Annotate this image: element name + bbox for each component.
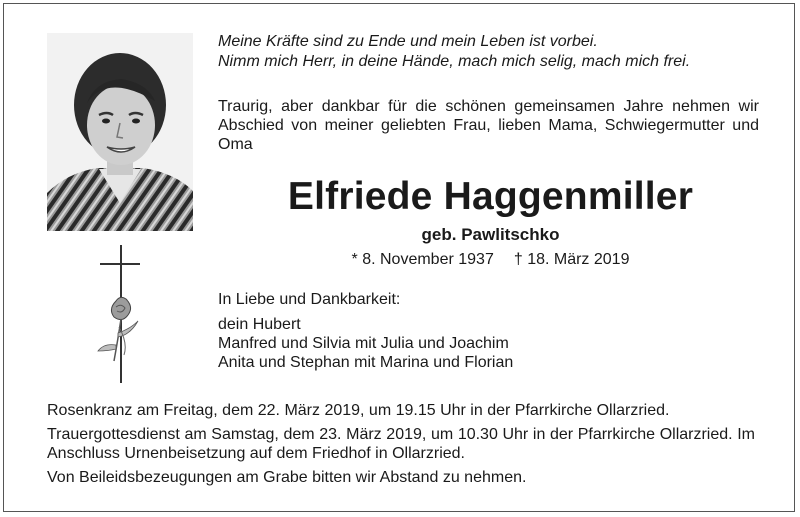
mourners-section: [218, 290, 763, 372]
verse-line-2: Nimm mich Herr, in deine Hände, mach mich selig, mach mich frei.: [218, 53, 691, 70]
birth-date: * 8. November 1937: [351, 251, 494, 268]
intro-text: Traurig, aber dankbar für die schönen gemeinsamen Jahre nehmen wir Abschied von meiner geliebten Frau, lieben Mama, Schwiegermutter und Oma: [218, 98, 759, 153]
maiden-name: geb. Pawlitschko: [421, 225, 560, 244]
mourner-line: dein Hubert: [218, 316, 301, 333]
funeral-notice: Trauergottesdienst am Samstag, dem 23. März 2019, um 10.30 Uhr in der Pfarrkirche Ollarzried. Im Anschluss Urnenbeisetzung auf dem Friedhof in Ollarzried.: [47, 426, 755, 462]
mourner-line: Anita und Stephan mit Marina und Florian: [218, 354, 514, 371]
mourners-heading: In Liebe und Dankbarkeit:: [218, 291, 401, 308]
cross-with-rose-icon: [94, 243, 146, 385]
rosary-notice: Rosenkranz am Freitag, dem 22. März 2019, um 19.15 Uhr in der Pfarrkirche Ollarzried.: [47, 402, 670, 419]
service-details: [47, 401, 755, 487]
verse: [218, 32, 763, 72]
mourner-line: Manfred und Silvia mit Julia und Joachim: [218, 335, 509, 352]
portrait-photo: [47, 33, 193, 231]
life-dates: [218, 250, 763, 269]
deceased-name: Elfriede Haggenmiller: [287, 175, 694, 218]
condolence-notice: Von Beileidsbezeugungen am Grabe bitten wir Abstand zu nehmen.: [47, 469, 527, 486]
death-date: † 18. März 2019: [513, 251, 630, 268]
verse-line-1: Meine Kräfte sind zu Ende und mein Leben ist vorbei.: [218, 33, 598, 50]
